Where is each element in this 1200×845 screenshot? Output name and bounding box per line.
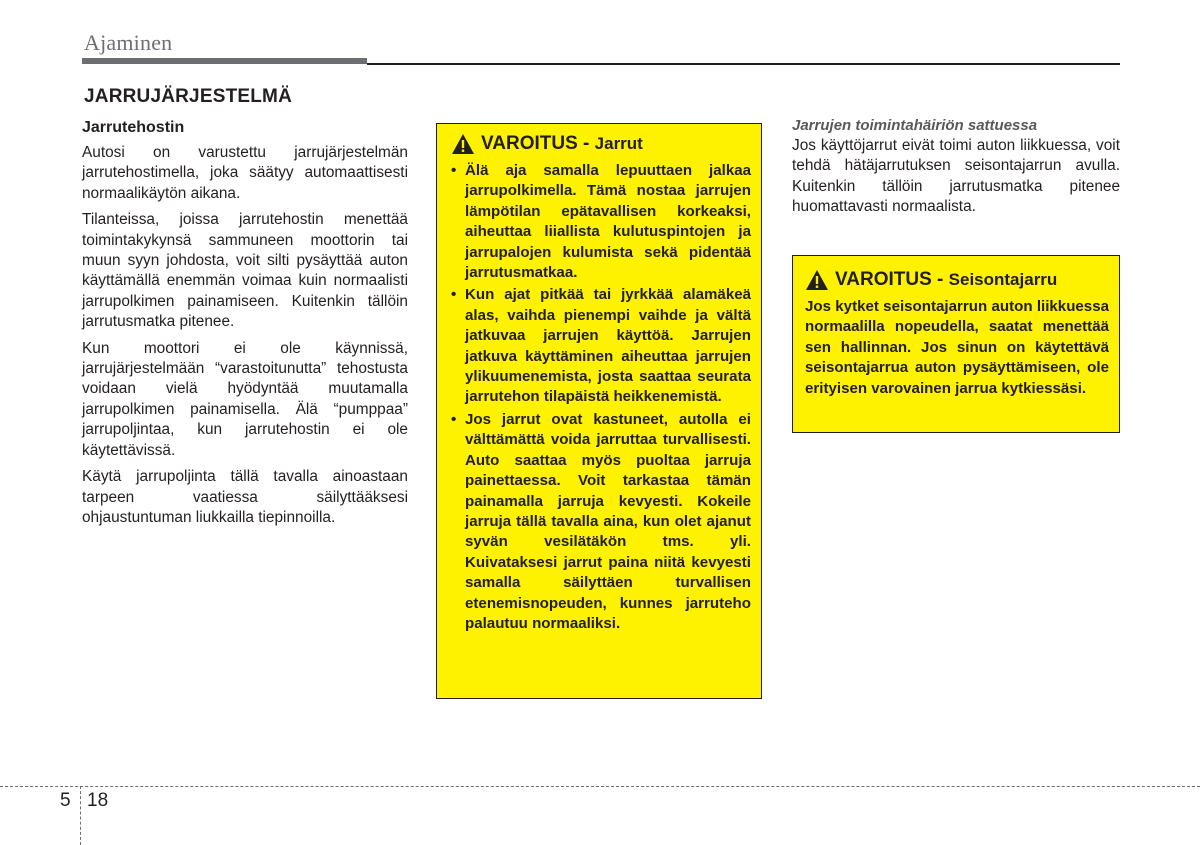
paragraph: Jos käyttöjarrut eivät toimi auton liikkuessa, voit tehdä hätäjarrutuksen seisontajarrun avulla. Kuitenkin tällöin jarrutusmatka pitenee huomattavasti normaalista. bbox=[792, 137, 1120, 216]
page-number: 18 bbox=[87, 790, 109, 811]
section-title: JARRUJÄRJESTELMÄ bbox=[84, 86, 293, 107]
chapter-title: Ajaminen bbox=[84, 30, 173, 55]
paragraph: Autosi on varustettu jarrujärjestelmän jarrutehostimella, joka säätyy automaattisesti normaalikäytön aikana. bbox=[82, 144, 408, 202]
warning-box-brakes bbox=[436, 123, 762, 699]
warning-header bbox=[805, 269, 1109, 291]
warning-label: VAROITUS bbox=[835, 269, 932, 290]
header-bar bbox=[82, 58, 367, 64]
warning-box-parking-brake bbox=[792, 255, 1120, 433]
paragraph: Tilanteissa, joissa jarrutehostin menettää toimintakykynsä sammuneen moottorin tai muun syyn johdosta, voit silti pysäyttää auton käyttämällä enemmän voimaa kuin normaalisti jarrupolkimen painamiseen. Kuitenkin tällöin jarrutusmatka pitenee. bbox=[82, 211, 408, 331]
header-rule bbox=[367, 63, 1120, 65]
warning-item: • Jos jarrut ovat kastuneet, autolla ei välttämättä voida jarruttaa turvallisesti. Auto saattaa myös puoltaa jarruja painettaessa. Voit tarkastaa tämän painamalla jarruja kevyesti. Kokeile jarruja tällä tavalla aina, kun olet ajanut syvän vesilätäkön tms. yli. Kuivataksesi jarrut paina niitä kevyesti samalla säilyttäen turvallisen etenemisnopeuden, kunnes jarruteho palautuu normaaliksi. bbox=[451, 410, 751, 634]
warning-item: • Älä aja samalla lepuuttaen jalkaa jarrupolkimella. Tämä nostaa jarrujen lämpötilan epätavallisen korkeaksi, aiheuttaa liiallista kulutuspintojen ja jarrupalojen kulumista sekä pidentää jarrutusmatkaa. bbox=[451, 161, 751, 283]
right-column bbox=[792, 116, 1120, 224]
paragraph: Käytä jarrupoljinta tällä tavalla ainoastaan tarpeen vaatiessa säilyttääksesi ohjaustuntuman liukkailla tiepinnoilla. bbox=[82, 468, 408, 526]
warning-topic: Jarrut bbox=[594, 134, 643, 153]
warning-item: • Kun ajat pitkää tai jyrkkää alamäkeä alas, vaihda pienempi vaihde ja vältä jatkuvaa jarrujen käyttöä. Jarrujen jatkuva käyttäminen aiheuttaa jarrujen ylikuumenemista, josta saattaa seurata jarrutehon tilapäistä heikkenemistä. bbox=[451, 285, 751, 407]
paragraph: Kun moottori ei ole käynnissä, jarrujärjestelmään “varastoitunutta” tehostusta voidaan vielä hyödyntää muutamalla jarrupolkimen painamisella. Älä “pumppaa” jarrupoljintaa, kun jarrutehostin ei ole käytettävissä. bbox=[82, 339, 408, 459]
left-column bbox=[82, 117, 408, 534]
footer-divider bbox=[80, 786, 81, 845]
italic-heading: Jarrujen toimintahäiriön sattuessa bbox=[792, 117, 1038, 134]
warning-list bbox=[451, 161, 751, 634]
warning-label: VAROITUS bbox=[481, 133, 578, 154]
warning-separator: - bbox=[931, 269, 949, 290]
warning-triangle-icon bbox=[805, 269, 829, 291]
warning-header bbox=[451, 133, 751, 155]
warning-topic: Seisontajarru bbox=[948, 270, 1058, 289]
chapter-number: 5 bbox=[60, 790, 71, 811]
warning-separator: - bbox=[577, 133, 595, 154]
warning-triangle-icon bbox=[451, 133, 475, 155]
subheading: Jarrutehostin bbox=[82, 119, 185, 136]
footer-rule bbox=[0, 786, 1200, 787]
warning-text: Jos kytket seisontajarrun auton liikkuessa normaalilla nopeudella, saatat menettää sen hallinnan. Jos sinun on käytettävä seisontajarrua auton pysäyttämiseen, ole erityisen varovainen jarrua kytkiessäsi. bbox=[805, 298, 1109, 397]
